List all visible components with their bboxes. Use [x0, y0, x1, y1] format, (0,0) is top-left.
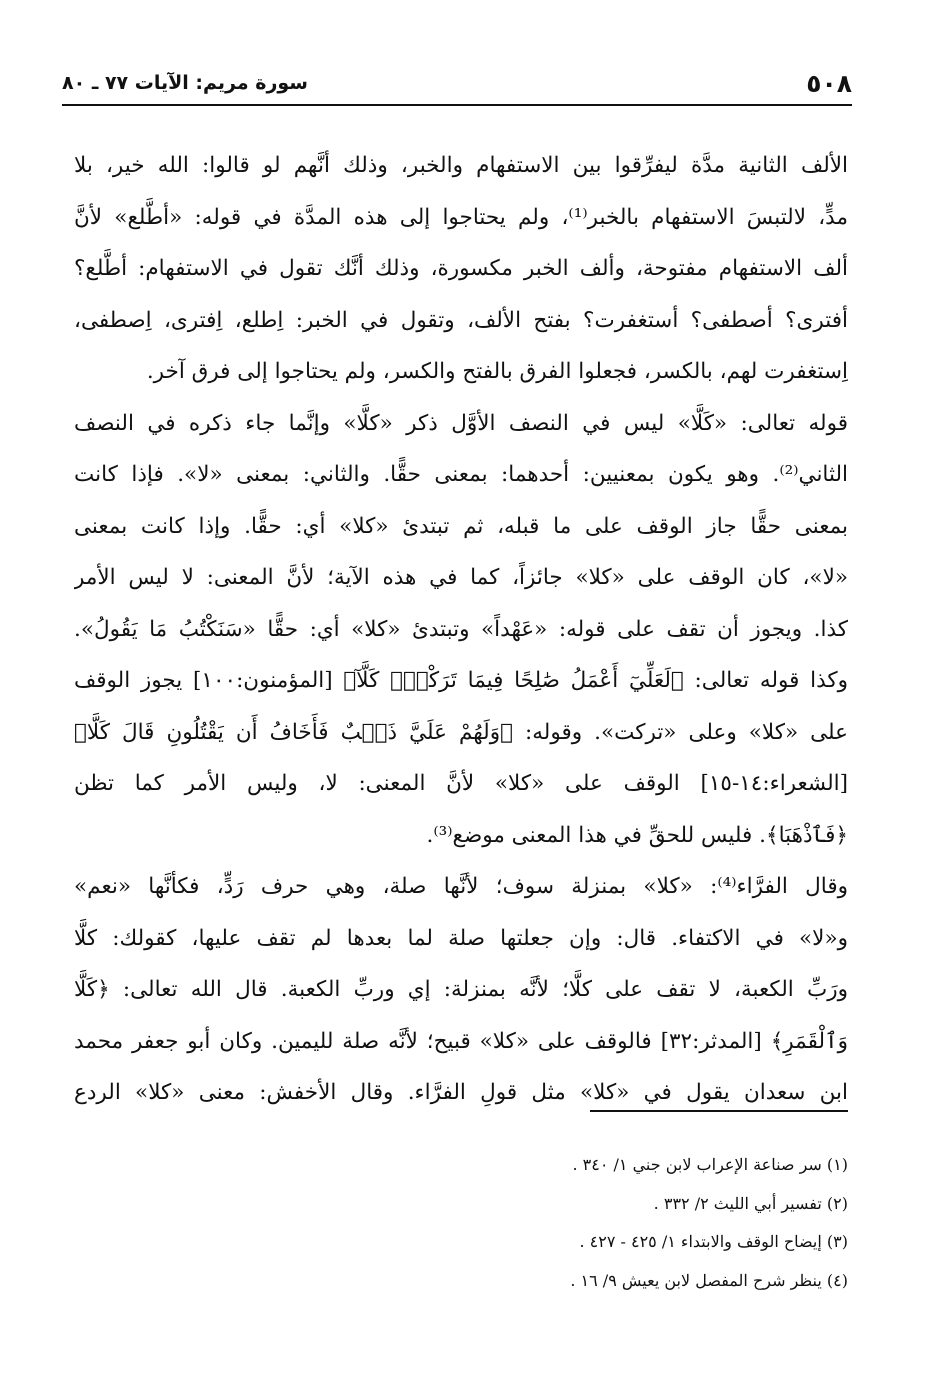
text-line: ألف الاستفهام مفتوحة، وألف الخبر مكسورة، وذلك أنَّك تقول في الاستفهام: أطَّلع؟: [74, 256, 848, 281]
footnote-2: (٢) تفسير أبي الليث ٢/ ٣٣٢ .: [653, 1193, 848, 1213]
footnote-separator: [590, 1110, 848, 1112]
footnote-3: (٣) إيضاح الوقف والابتداء ١/ ٤٢٥ - ٤٢٧ .: [579, 1232, 848, 1251]
text-line: اِستغفرت لهم، بالكسر، فجعلوا الفرق بالفتح والكسر، ولم يحتاجوا إلى فرق آخر.: [146, 359, 848, 384]
text-line: الألف الثانية مدَّة ليفرِّقوا بين الاستفهام والخبر، وذلك أنَّهم لو قالوا: الله خير، بلا: [74, 153, 848, 178]
text-line: وَٱلْقَمَرِ﴾ [المدثر:٣٢] فالوقف على «كلا» قبيح؛ لأنَّه صلة لليمين. وكان أبو جعفر محمد: [74, 1028, 848, 1054]
text-line: وكذا قوله تعالى: ﴿لَعَلِّيٓ أَعْمَلُ صَٰلِحًا فِيمَا تَرَكْتُۚ كَلَّآ﴾ [المؤمنون:١٠٠] يجوز الوقف: [74, 668, 848, 693]
paragraph-1: [74, 140, 848, 398]
text-line: وقال الفرَّاء⁽⁴⁾: «كلا» بمنزلة سوف؛ لأنَّها صلة، وهي حرف رَدٍّ، فكأنَّها «نعم»: [74, 874, 848, 899]
text-line: أفترى؟ أصطفى؟ أستغفرت؟ بفتح الألف، وتقول في الخبر: اِطلع، اِفترى، اِصطفى،: [74, 307, 848, 333]
footnote-4: (٤) ينظر شرح المفصل لابن يعيش ٩/ ١٦ .: [570, 1270, 848, 1290]
page-number: ٥٠٨: [806, 68, 852, 98]
footnote-1: (١) سر صناعة الإعراب لابن جني ١/ ٣٤٠ .: [572, 1155, 848, 1174]
text-line: ابن سعدان يقول في «كلا» مثل قولِ الفرَّاء. وقال الأخفش: معنى «كلا» الردع: [74, 1080, 848, 1105]
running-title: سورة مريم: الآيات ٧٧ ـ ٨٠: [62, 72, 308, 94]
text-line: مدٍّ، لالتبسَ الاستفهام بالخبر⁽¹⁾، ولم يحتاجوا إلى هذه المدَّة في قوله: «أطَّلع» لأنَّ: [74, 204, 848, 230]
main-text: [74, 140, 848, 1119]
paragraph-3: [74, 861, 848, 1119]
text-line: «لا»، كان الوقف على «كلا» جائزاً، كما في هذه الآية؛ لأنَّ المعنى: لا ليس الأمر: [74, 565, 848, 590]
text-line: [الشعراء:١٤-١٥] الوقف على «كلا» لأنَّ المعنى: لا، وليس الأمر كما تظن: [74, 771, 848, 796]
page-header: [62, 66, 852, 100]
text-line: على «كلا» وعلى «تركت». وقوله: ﴿وَلَهُمْ عَلَيَّ ذَنۢبٌ فَأَخَافُ أَن يَقْتُلُونِ قَالَ كَلَّا﴾: [74, 719, 848, 745]
header-rule: [62, 104, 852, 106]
text-line: بمعنى حقًّا جاز الوقف على ما قبله، ثم تبتدئ «كلا» أي: حقًّا. وإذا كانت بمعنى: [74, 513, 848, 539]
text-line: ورَبِّ الكعبة، لا تقف على كلَّا؛ لأنَّه بمنزلة: إي وربِّ الكعبة. قال الله تعالى: ﴿كَلَّا: [74, 977, 848, 1002]
text-line: كذا. ويجوز أن تقف على قوله: «عَهْداً» وتبتدئ «كلا» أي: حقًّا «سَنَكْتُبُ مَا يَقُولُ».: [74, 616, 848, 642]
text-line: ﴿فَٱذْهَبَا﴾. فليس للحقِّ في هذا المعنى موضع⁽³⁾.: [426, 822, 848, 848]
text-line: قوله تعالى: «كَلَّا» ليس في النصف الأوَّل ذكر «كلَّا» وإنَّما جاء ذكره في النصف: [74, 410, 848, 436]
text-line: الثاني⁽²⁾. وهو يكون بمعنيين: أحدهما: بمعنى حقًّا. والثاني: بمعنى «لا». فإذا كانت: [74, 462, 848, 487]
text-line: و«لا» في الاكتفاء. قال: وإن جعلتها صلة لما بعدها لم تقف عليها، كقولك: كلَّا: [74, 925, 848, 951]
footnotes: [570, 1146, 848, 1300]
paragraph-2: [74, 398, 848, 862]
